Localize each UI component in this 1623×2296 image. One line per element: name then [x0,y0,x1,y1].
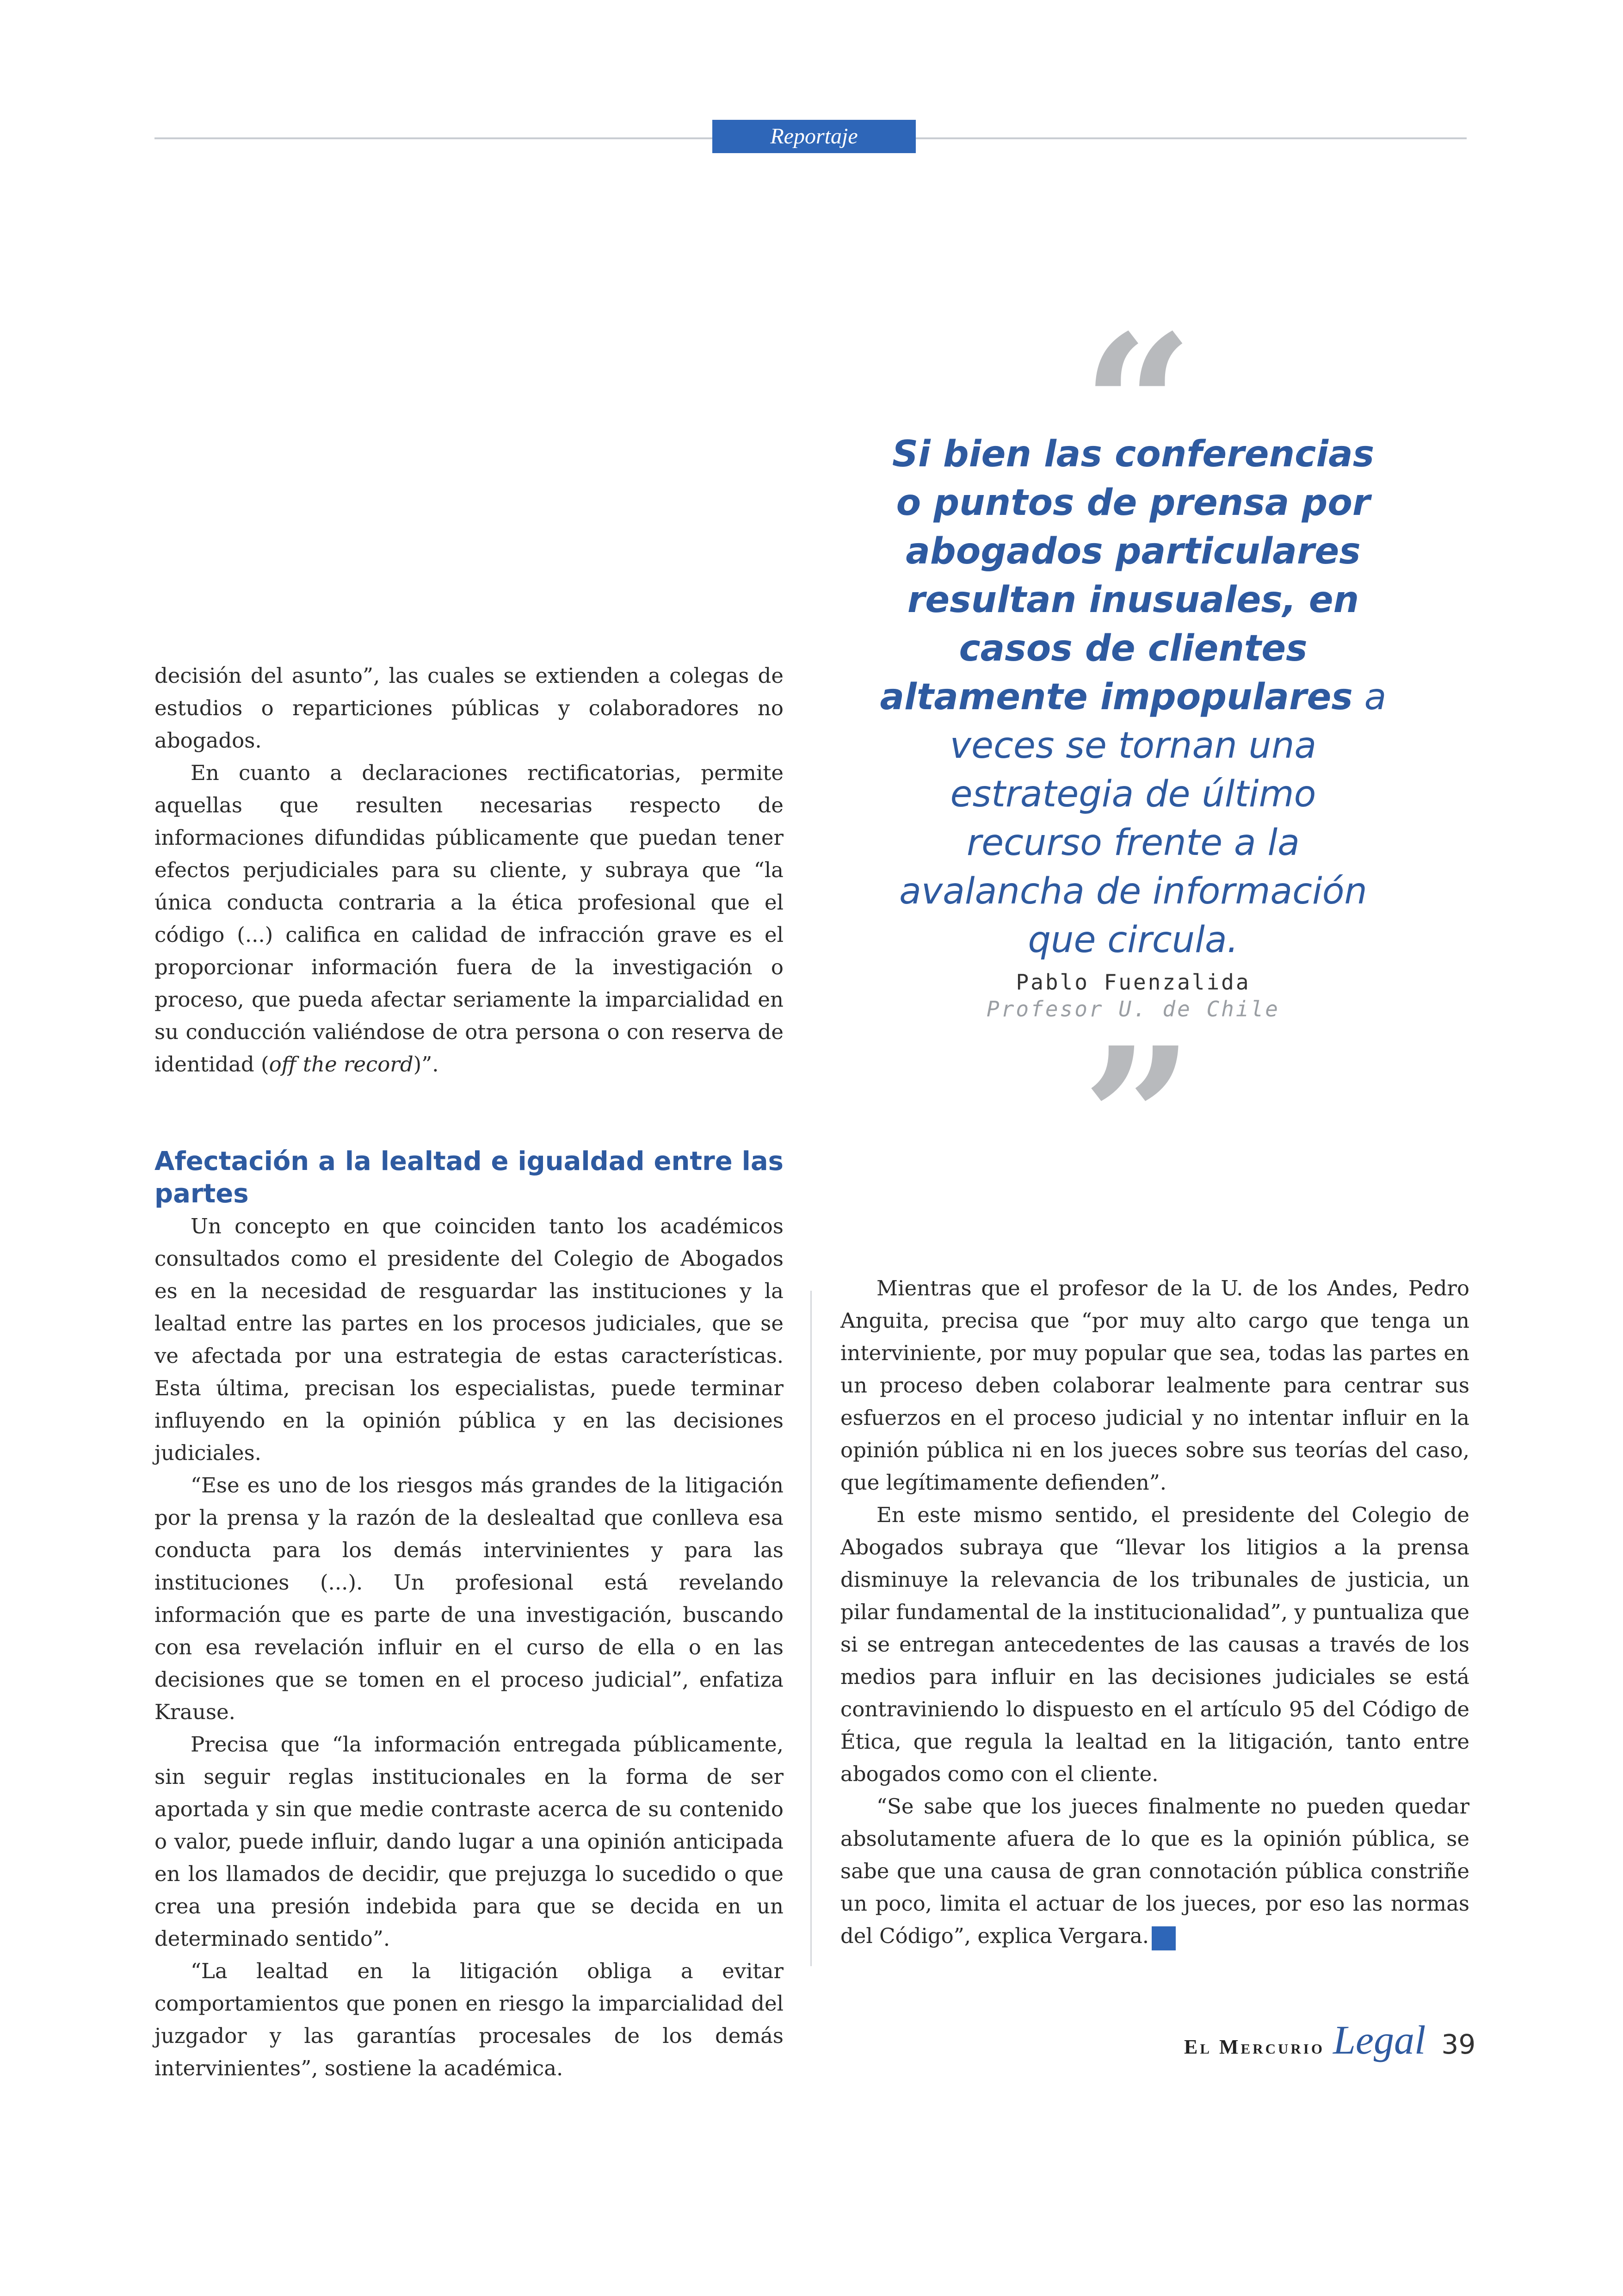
paragraph: En este mismo sentido, el presidente del Colegio de Abogados subraya que “llevar los litigios a la prensa disminuye la relevancia de los tribunales de justicia, un pilar fundamental de la institucionalidad”, y puntualiza que si se entregan antecedentes de las causas a través de los medios para influir en las decisiones judiciales se está contraviniendo lo dispuesto en el artículo 95 del Código de Ética, que regula la lealtad en la litigación, tanto entre abogados como con el cliente. [840,1503,1469,1786]
paragraph: Precisa que “la información entregada públicamente, sin seguir reglas institucionales en la forma de ser aportada y sin que medie contraste acerca de su contenido o valor, puede influir, dando lugar a una opinión anticipada en los llamados de decidir, que prejuzga lo sucedido o que crea una presión indebida para que se decida en un determinado sentido”. [154,1732,784,1951]
quote-author: Pablo Fuenzalida [1016,970,1251,995]
page-number: 39 [1441,2029,1476,2060]
italic-phrase: off the record [269,1052,413,1077]
section-tag: Reportaje [712,120,916,153]
footer [1184,2017,1475,2068]
paragraph: “La lealtad en la litigación obliga a evitar comportamientos que ponen en riesgo la imparcialidad del juzgador y las garantías procesales de los demás intervinientes”, sostiene la académica. [154,1959,784,2080]
footer-brand: El Mercurio [1184,2036,1325,2058]
quote-role: Profesor U. de Chile [987,996,1280,1021]
close-quote-icon: ” [1082,1005,1194,1233]
paragraph: Un concepto en que coinciden tanto los académicos consultados como el presidente del Colegio de Abogados es en la necesidad de resguardar las instituciones y la lealtad entre las partes en los procesos judiciales, que se ve afectada por una estrategia de estas características. Esta última, precisan los especialistas, puede terminar influyendo en la opinión pública y en las decisiones judiciales. [154,1214,784,1465]
left-column-top [154,660,784,1081]
open-quote-icon: “ [1082,293,1194,521]
pull-quote-light: a veces se tornan una estrategia de último recurso frente a la avalancha de información que circula. [899,676,1387,961]
pull-quote [879,430,1388,965]
footer-product: Legal [1333,2018,1426,2063]
paragraph: Mientras que el profesor de la U. de los Andes, Pedro Anguita, precisa que “por muy alto cargo que tenga un interviniente, por muy popular que sea, todas las partes en un proceso deben colaborar lealmente para centrar sus esfuerzos en el proceso judicial y no intentar influir en la opinión pública ni en los jueces sobre sus teorías del caso, que legítimamente defienden”. [840,1276,1469,1495]
left-column-bottom [154,1145,784,2085]
paragraph: “Se sabe que los jueces finalmente no pueden quedar absolutamente afuera de lo que es la opinión pública, se sabe que una causa de gran connotación pública constriñe un poco, limita el actuar de los jueces, por eso las normas del Código”, explica Vergara. L [840,1794,1469,1951]
subheading: Afectación a la lealtad e igualdad entre las partes [154,1146,784,1209]
end-mark-icon: L [1152,1926,1176,1950]
right-column [840,1272,1469,1952]
paragraph: “Ese es uno de los riesgos más grandes de la litigación por la prensa y la razón de la deslealtad que conlleva esa conducta para los demás intervinientes y para las instituciones (...). Un profesional está revelando información que es parte de una investigación, buscando con esa revelación influir en el curso de ella o en las decisiones que se tomen en el proceso judicial”, enfatiza Krause. [154,1473,784,1724]
paragraph: En cuanto a declaraciones rectificatorias, permite aquellas que resulten necesarias respecto de informaciones difundidas públicamente que puedan tener efectos perjudiciales para su cliente, y subraya que “la única conducta contraria a la ética profesional que el código (...) califica en calidad de infracción grave es el proporcionar información fuera de la investigación o proceso, que pueda afectar seriamente la imparcialidad en su conducción valiéndose de otra persona o con reserva de identidad (off the record)”. [154,761,784,1077]
column-divider [810,1291,812,1966]
paragraph: decisión del asunto”, las cuales se extienden a colegas de estudios o reparticiones públicas y colaboradores no abogados. [154,663,784,753]
pull-quote-strong: Si bien las conferencias o puntos de prensa por abogados particulares resultan inusuales, en casos de clientes altamente impopulares [880,433,1375,718]
